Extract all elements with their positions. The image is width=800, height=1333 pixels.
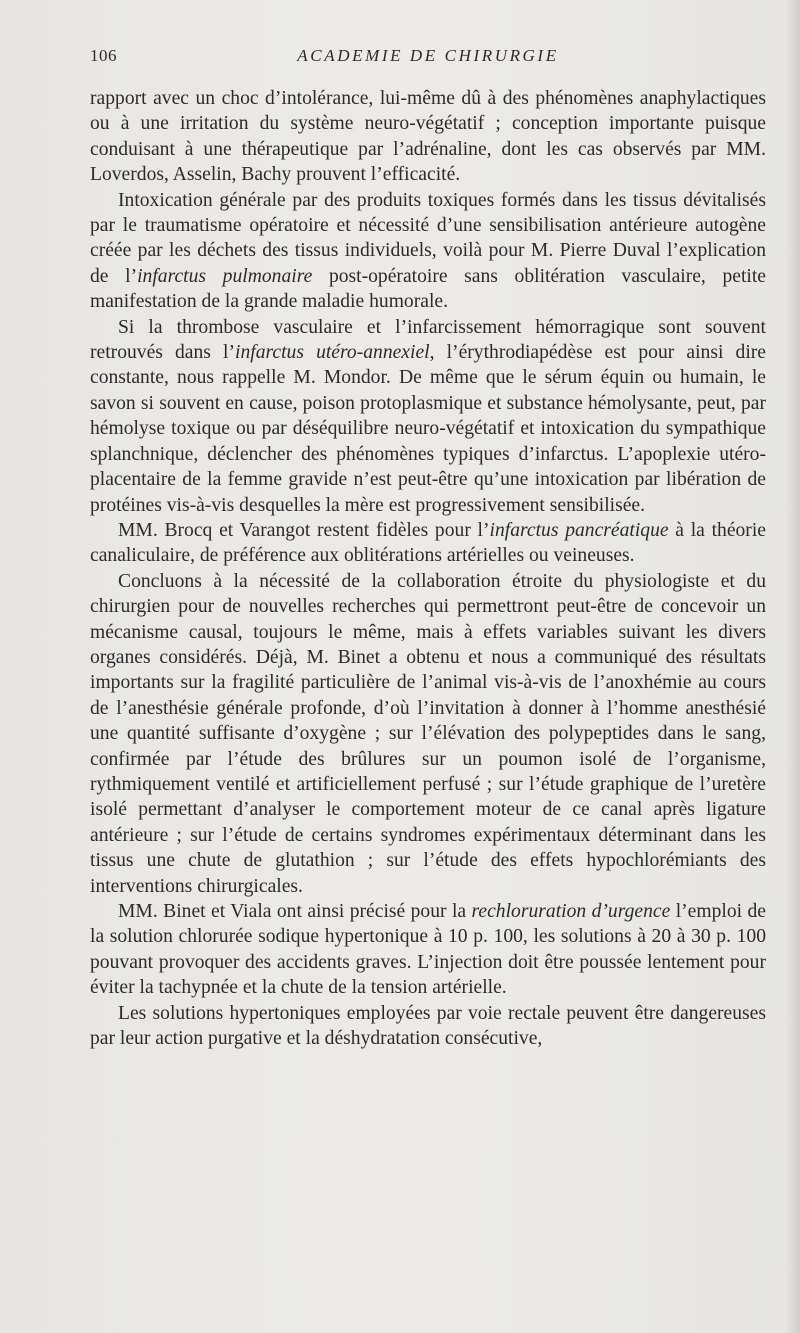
- paragraph: [90, 86, 766, 188]
- paragraph-text: à la théorie canaliculaire, de préférence aux oblitérations artérielles ou veineuses.: [90, 519, 766, 567]
- paragraph: [90, 899, 766, 1001]
- paragraph-text: rapport avec un choc d’intolérance, lui-même dû à des phénomènes anaphylactiques ou à une irritation du système neuro-végétatif ; conception importante puisque conduisant à une thérapeutique par l’adrénaline, dont les cas observés par MM. Loverdos, Asselin, Bachy prouvent l’efficacité.: [90, 88, 766, 186]
- paragraph-text: MM. Binet et Viala ont ainsi précisé pour la: [118, 901, 472, 922]
- page-number: 106: [90, 46, 117, 65]
- italic-term: rechloruration d’urgence: [471, 901, 671, 922]
- body-text: [90, 86, 766, 1051]
- paragraph: [90, 315, 766, 518]
- paragraph: [90, 1001, 766, 1052]
- paragraph-text: Intoxication générale par des produits toxiques formés dans les tissus dévitalisés par le traumatisme opératoire et nécessité d’une sensibilisation antérieure autogène créée par les déchets des tissus individuels, voilà pour M. Pierre Duval l’explication de l’: [90, 189, 766, 287]
- paragraph: [90, 188, 766, 315]
- page-header: [90, 46, 766, 70]
- running-head: ACADEMIE DE CHIRURGIE: [297, 46, 559, 65]
- paragraph-text: Concluons à la nécessité de la collaboration étroite du physiologiste et du chirurgien pour de nouvelles recherches qui permettront peut-être de concevoir un mécanisme causal, toujours le même, mais à effets variables suivant les divers organes considérés. Déjà, M. Binet a obtenu et nous a communiqué des résultats importants sur la fragilité particulière de l’animal vis-à-vis de l’anoxhémie au cours de l’anesthésie générale profonde, d’où l’invitation à donner à l’homme anesthésié une quantité suffisante d’oxygène ; sur l’élévation des polypeptides dans le sang, confirmée par l’étude des brûlures sur un poumon isolé de l’organisme, rythmiquement ventilé et artificiellement perfusé ; sur l’étude graphique de l’uretère isolé permettant d’analyser le comportement moteur de ce canal après ligature antérieure ; sur l’étude de certains syndromes expérimentaux déterminant dans les tissus une chute de glutathion ; sur l’étude des effets hypochlorémiants des interventions chirurgicales.: [90, 570, 766, 897]
- italic-term: infarctus utéro-annexiel: [235, 342, 430, 364]
- italic-term: infarctus pulmonaire: [137, 265, 313, 287]
- paragraph-text: l’emploi de la solution chlorurée sodique hypertonique à 10 p. 100, les solutions à 20 à 30 p. 100 pouvant provoquer des accidents graves. L’injection doit être poussée lentement pour éviter la tachypnée et la chute de la tension artérielle.: [90, 901, 766, 999]
- paragraph-text: Les solutions hypertoniques employées par voie rectale peuvent être dangereuses par leur action purgative et la déshydratation consécutive,: [90, 1002, 766, 1050]
- paragraph: [90, 569, 766, 899]
- paragraph-text: Si la thrombose vasculaire et l’infarcissement hémorragique sont souvent retrouvés dans l’: [90, 316, 766, 364]
- page-edge-shadow: [786, 0, 800, 1333]
- italic-term: infarctus pancréatique: [489, 519, 669, 541]
- paragraph-text: MM. Brocq et Varangot restent fidèles pour l’: [118, 519, 490, 541]
- paragraph-text: post-opératoire sans oblitération vasculaire, petite manifestation de la grande maladie humorale.: [90, 265, 766, 313]
- paragraph-text: , l’érythrodiapédèse est pour ainsi dire constante, nous rappelle M. Mondor. De même que le sérum équin ou humain, le savon si souvent en cause, poison protoplasmique et substance hémolysante, peut, par hémolyse toxique ou par déséquilibre neuro-végétatif et intoxication du sympathique splanchnique, déclencher des phénomènes typiques d’infarctus. L’apoplexie utéro-placentaire de la femme gravide n’est peut-être qu’une intoxication par libération de protéines vis-à-vis desquelles la mère est progressivement sensibilisée.: [90, 342, 766, 516]
- paragraph: [90, 518, 766, 569]
